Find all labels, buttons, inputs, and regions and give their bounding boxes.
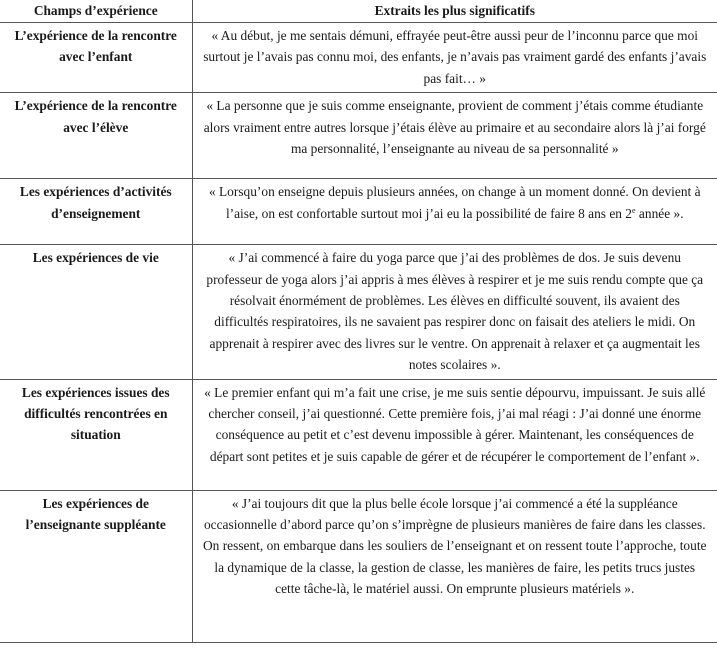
row-field: Les expériences de l’enseignante suppléante	[0, 490, 192, 642]
table-row	[0, 245, 717, 379]
row-quote	[192, 179, 717, 245]
row-quote: « Le premier enfant qui m’a fait une crise, je me suis sentie dépourvu, impuissant. Je suis allé chercher conseil, j’ai questionné. Cette première fois, j’ai mal réagi : J’ai donné une énorme conséquence au petit et c’est devenu impossible à gérer. Maintenant, les conséquences de départ sont petites et je suis capable de gérer et de récupérer le comportement de l’enfant ».	[192, 379, 717, 490]
table-row	[0, 93, 717, 179]
row-field: L’expérience de la rencontre avec l’enfant	[0, 23, 192, 93]
table-row	[0, 23, 717, 93]
row-field: Les expériences d’activités d’enseignement	[0, 179, 192, 245]
row-quote: « J’ai toujours dit que la plus belle école lorsque j’ai commencé a été la suppléance occasionnelle d’abord parce qu’on s’imprègne de plusieurs manières de faire dans les classes. On ressent, on embarque dans les souliers de l’enseignant et on ressent toute l’approche, toute la dynamique de la classe, la gestion de classe, les manières de faire, les petits trucs justes cette tâche-là, le matériel aussi. On emprunte plusieurs matériels ».	[192, 490, 717, 642]
quote-text-after: année ».	[635, 205, 684, 221]
row-field: Les expériences issues des difficultés rencontrées en situation	[0, 379, 192, 490]
table-row	[0, 179, 717, 245]
table-row	[0, 379, 717, 490]
header-champs: Champs d’expérience	[0, 0, 192, 23]
header-row	[0, 0, 717, 23]
row-field: Les expériences de vie	[0, 245, 192, 379]
row-field: L’expérience de la rencontre avec l’élève	[0, 93, 192, 179]
quote-text-before: « Lorsqu’on enseigne depuis plusieurs années, on change à un moment donné. On devient à l’aise, on est confortable surtout moi j’ai eu la possibilité de faire 8 ans en 2	[208, 184, 701, 221]
header-extraits: Extraits les plus significatifs	[192, 0, 717, 23]
row-quote: « Au début, je me sentais démuni, effrayée peut-être aussi peur de l’inconnu parce que moi surtout je l’avais pas connu moi, des enfants, je n’avais pas vraiment gardé des enfants j’avais pas fait… »	[192, 23, 717, 93]
row-quote: « La personne que je suis comme enseignante, provient de comment j’étais comme étudiante alors vraiment entre autres lorsque j’étais élève au primaire et au secondaire alors là j’ai forgé ma personnalité, l’enseignante au niveau de sa personnalité »	[192, 93, 717, 179]
row-quote: « J’ai commencé à faire du yoga parce que j’ai des problèmes de dos. Je suis devenu professeur de yoga alors j’ai appris à mes élèves à respirer et je me suis rendu compte que ça résolvait énormément de problèmes. Les élèves en difficulté souvent, ils avaient des difficultés respiratoires, ils ne savaient pas respirer donc on faisait des ateliers le midi. On apprenait à respirer avec des livres sur le ventre. On apprenait à relaxer et ça augmentait les notes scolaires ».	[192, 245, 717, 379]
table-header	[0, 0, 717, 23]
ordinal-superscript: e	[632, 205, 636, 215]
table-row	[0, 490, 717, 642]
